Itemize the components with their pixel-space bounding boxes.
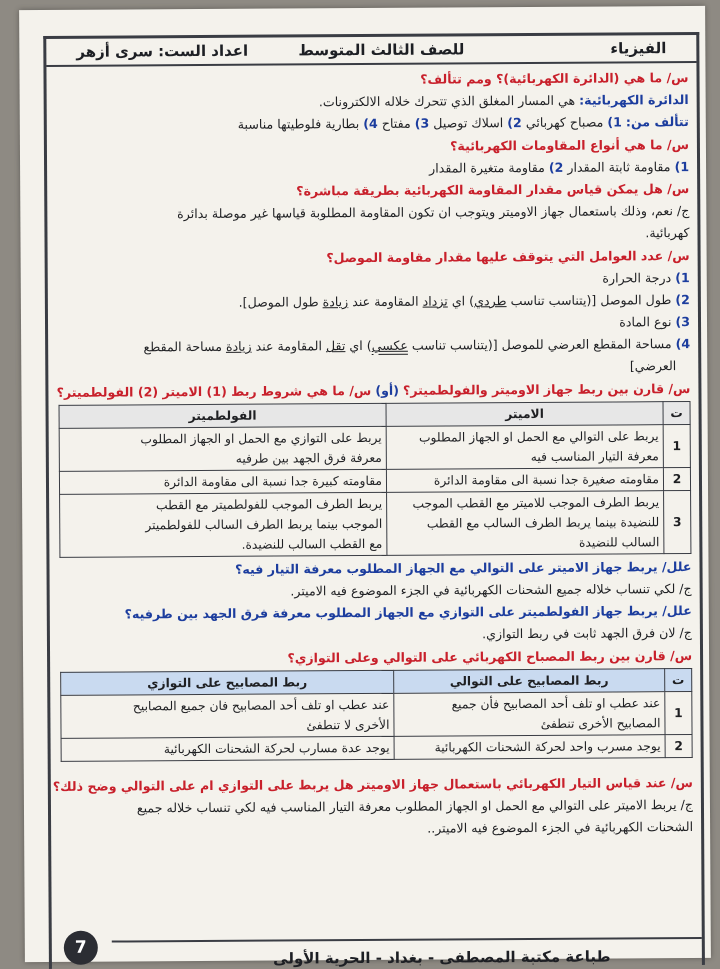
answer-text: ج/ لان فرق الجهد ثابت في ربط التوازي.	[482, 625, 692, 642]
answer-text: كهربائية.	[645, 225, 690, 241]
item-number: 1)	[675, 269, 690, 285]
item-text: ) اي	[349, 338, 372, 354]
text-line	[57, 111, 689, 137]
item-text: العرضي]	[629, 358, 677, 374]
table-header: ربط المصابيح على التوازي	[61, 670, 394, 695]
text-line	[60, 622, 692, 648]
page-sheet	[19, 6, 711, 968]
table-cell	[386, 467, 663, 492]
page-frame	[43, 32, 705, 969]
header-author: اعداد الست: سرى أزهر	[76, 41, 249, 61]
question-text: س/ عند قياس التيار الكهربائي باستعمال جهاز الاوميتر هل يربط على التوازي ام على التوالي وضح ذلك؟	[52, 774, 693, 794]
question-line	[60, 645, 692, 671]
question-text: س/ عدد العوامل التي يتوقف عليها مقدار مقاومة الموصل؟	[326, 247, 690, 265]
cell-text: عند عطب او تلف أحد المصابيح فأن جميع	[451, 695, 661, 712]
cell-text: يربط الطرف الموجب للفولطميتر مع القطب	[155, 496, 383, 513]
cell-text: الموجب بينما يربط الطرف السالب للفولطميتر	[145, 516, 383, 533]
item-text: مفتاح	[381, 116, 411, 132]
cell-text: يوجد مسرب واحد لحركة الشحنات الكهربائية	[434, 738, 661, 755]
cell-text: مقاومته صغيرة جدا نسبة الى مقاومة الدائرة	[433, 472, 660, 488]
item-number: 2)	[548, 159, 564, 175]
item-text: طول الموصل [(يتناسب تناسب	[510, 292, 672, 308]
question-text: س/ ما هي أنواع المقاومات الكهربائية؟	[450, 136, 689, 154]
question-text: علل/ يربط جهاز الاميتر على التوالي مع الجهاز المطلوب معرفة التيار فيه؟	[235, 558, 692, 577]
footer-rule	[112, 937, 702, 943]
table-cell	[59, 426, 386, 471]
footer-text: طباعة مكتبة المصطفى - بغداد - الحرية الأولى	[273, 947, 611, 968]
underlined-word: تقل	[325, 338, 346, 354]
question-text: علل/ يربط جهاز الفولطميتر على التوازي مع الجهاز المطلوب معرفة فرق الجهد بين طرفيه؟	[124, 603, 692, 622]
table-row	[59, 424, 690, 471]
page-header	[46, 35, 696, 67]
underlined-word: زيادة	[322, 293, 349, 310]
cell-text: عند عطب او تلف أحد المصابيح فان جميع المصابيح	[132, 697, 390, 714]
question-line	[58, 378, 690, 404]
cell-text: يربط الطرف الموجب للاميتر مع القطب الموجب	[412, 495, 660, 511]
item-number: 4)	[675, 336, 691, 352]
term: تتألف من:	[625, 114, 689, 130]
item-text: مقاومة متغيرة المقدار	[429, 159, 545, 176]
table-cell	[60, 492, 387, 557]
item-number: 3)	[414, 115, 430, 132]
item-text: اسلاك توصيل	[433, 115, 504, 131]
text-line	[58, 289, 690, 315]
question-text: س/ هل يمكن قياس مقدار المقاومة الكهربائية بطريقة مباشرة؟	[296, 180, 690, 199]
question-line	[58, 245, 690, 271]
table-header: الاميتر	[386, 401, 663, 426]
item-number: 1)	[607, 114, 622, 130]
question-text: س/ ما هي شروط ربط (1) الاميتر (2) الفولطميتر؟	[56, 382, 372, 400]
cell-text: معرفة التيار المناسب فيه	[530, 449, 659, 464]
underlined-word: زيادة	[225, 338, 252, 355]
item-text: مقاومة ثابتة المقدار	[567, 158, 671, 175]
item-text: طول الموصل].	[238, 294, 319, 310]
comparison-table-ammeter-voltmeter	[59, 401, 692, 558]
item-number: 2)	[507, 115, 522, 131]
table-row	[61, 691, 692, 738]
item-number: 1)	[674, 158, 690, 174]
cell-text: مع القطب السالب للنضيدة.	[241, 536, 383, 552]
question-text: س/ قارن بين ربط المصباح الكهربائي على التوالي وعلى التوازي؟	[287, 647, 693, 666]
cell-text: يربط على التوازي مع الحمل او الجهاز المطلوب	[140, 430, 382, 447]
item-text: درجة الحرارة	[602, 269, 672, 286]
table-cell	[387, 490, 664, 555]
underlined-word: عكسي	[371, 337, 408, 354]
item-text: المقاومة عند	[255, 338, 322, 354]
page-number-badge: 7	[64, 931, 98, 965]
header-grade: للصف الثالث المتوسط	[298, 40, 465, 60]
cell-text: السالب للنضيدة	[578, 535, 660, 550]
row-number: 1	[665, 691, 692, 734]
row-number: 3	[664, 490, 691, 553]
table-header: ربط المصابيح على التوالي	[394, 668, 665, 693]
item-text: نوع المادة	[619, 314, 672, 330]
text-line	[61, 816, 693, 842]
row-number: 1	[663, 424, 690, 467]
text-line	[58, 333, 690, 359]
cell-text: معرفة فرق الجهد بين طرفيه	[235, 450, 382, 466]
table-cell	[59, 469, 386, 494]
item-number: 2)	[675, 291, 690, 307]
cell-text: مقاومته كبيرة جدا نسبة الى مقاومة الدائرة	[163, 473, 383, 490]
answer-text: ج/ يربط الاميتر على التوالي مع الحمل او الجهاز المطلوب معرفة التيار المناسب فيه لكي تنساب خلاله جميع	[136, 796, 694, 816]
header-subject: الفيزياء	[610, 39, 667, 58]
comparison-table-series-parallel	[60, 668, 693, 762]
row-number: 2	[663, 467, 690, 490]
table-cell	[61, 736, 394, 761]
table-header: ت	[663, 401, 690, 424]
text-line	[57, 200, 689, 226]
item-number: 3)	[675, 314, 691, 330]
table-cell	[386, 424, 663, 469]
cell-text: يربط على التوالي مع الحمل او الجهاز المطلوب	[418, 429, 659, 445]
item-text: مساحة المقطع العرضي للموصل [(يتناسب تناسب	[411, 336, 672, 353]
page-content	[52, 67, 694, 842]
definition-text: هي المسار المغلق الذي تتحرك خلاله الالكترونات.	[318, 92, 576, 110]
table-row	[60, 490, 691, 557]
row-number: 2	[665, 734, 692, 757]
item-number: 4)	[363, 116, 378, 132]
cell-text: للنضيدة بينما يربط الطرف السالب مع القطب	[426, 515, 660, 531]
answer-text: ج/ نعم، وذلك باستعمال جهاز الاوميتر ويتوجب ان تكون المقاومة المطلوبة قياسها غير موصلة بدائرة	[177, 203, 690, 222]
cell-text: الأخرى لا تنطفئ	[306, 717, 390, 733]
item-text: بطارية فلوطيتها مناسبة	[237, 116, 360, 133]
item-text: مساحة المقطع	[143, 339, 222, 355]
underlined-word: تزداد	[422, 293, 448, 309]
question-or: (أو)	[375, 382, 400, 398]
answer-text: ج/ لكي تنساب خلاله جميع الشحنات الكهربائية في الجزء الموضوع فيه الاميتر.	[290, 581, 692, 599]
question-text: س/ قارن بين ربط جهاز الاوميتر والفولطميتر؟	[402, 380, 691, 398]
item-text: المقاومة عند	[352, 293, 419, 309]
table-header: ت	[665, 668, 692, 691]
table-cell	[61, 693, 394, 738]
item-text: ) اي	[451, 293, 475, 309]
cell-text: يوجد عدة مسارب لحركة الشحنات الكهربائية	[163, 740, 390, 756]
table-cell	[394, 734, 665, 759]
table-row	[61, 734, 692, 761]
term: الدائرة الكهربائية:	[579, 92, 689, 108]
cell-text: المصابيح الأخرى تنطفئ	[540, 715, 661, 731]
underlined-word: طردي	[474, 293, 507, 309]
table-header: الفولطميتر	[59, 403, 386, 428]
answer-text: الشحنات الكهربائية في الجزء الموضوع فيه الاميتر..	[427, 819, 694, 836]
item-text: مصباح كهربائي	[525, 114, 604, 131]
table-cell	[394, 691, 665, 736]
question-text: س/ ما هي (الدائرة الكهربائية)؟ ومم تتألف؟	[420, 70, 689, 87]
